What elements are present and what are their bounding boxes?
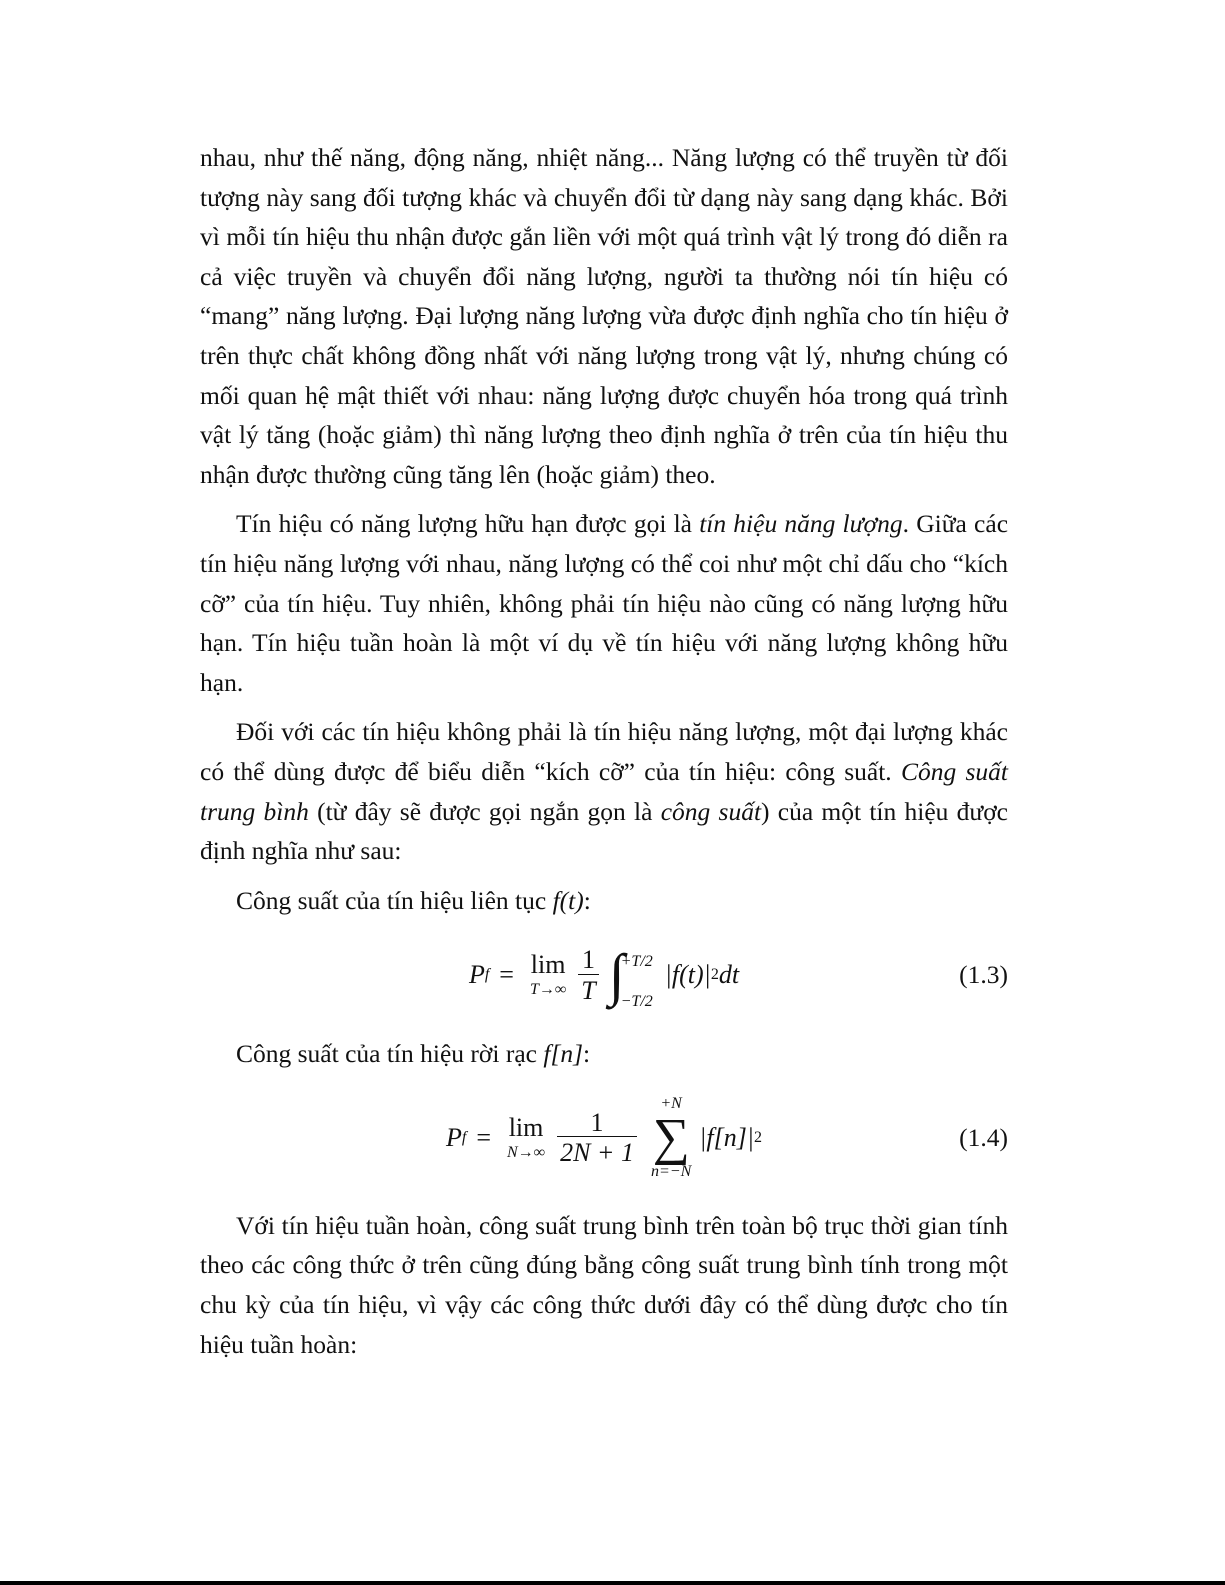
eq13-fraction <box>578 946 598 1004</box>
eq14-summand: |f[n]| 2 <box>699 1118 762 1158</box>
equation-1-4 <box>200 1074 1008 1202</box>
equation-1-3-formula <box>200 920 1008 1030</box>
eq14-lim-sub: N→∞ <box>507 1143 546 1161</box>
sum-symbol: ∑ <box>652 1108 690 1166</box>
text-segment: : <box>583 1039 591 1069</box>
eq14-abs-fn: |f[n]| <box>699 1123 754 1153</box>
bottom-edge-rule <box>0 1581 1225 1585</box>
discrete-power-intro <box>200 1034 1008 1074</box>
eq13-abs-ft: |f(t)| <box>664 960 711 990</box>
eq14-p: P <box>445 1123 462 1153</box>
eq13-bounds <box>621 942 653 1008</box>
eq14-numerator: 1 <box>590 1108 604 1138</box>
paragraph-energy-signal <box>200 504 1008 702</box>
term-average-power: Công suất trung bình <box>200 756 1008 826</box>
text-segment: Đối với các tín hiệu không phải là tín hiệu năng lượng, một đại lượng khác có thể dùng được để biểu diễn “kích cỡ” của tín hiệu: công suất. <box>200 717 1008 786</box>
equation-1-4-formula <box>200 1074 1008 1202</box>
eq14-sum-upper: +N <box>660 1094 682 1112</box>
eq14-lhs: P f <box>446 1118 466 1158</box>
eq14-sum <box>651 1096 691 1180</box>
text-segment: . Giữa các tín hiệu năng lượng với nhau, năng lượng có thể coi như một chỉ dấu cho “kích cỡ” của tín hiệu. Tuy nhiên, không phải tín hiệu nào cũng có năng lượng hữu hạn. Tín hiệu tuần hoàn là một ví dụ về tín hiệu với năng lượng không hữu hạn. <box>200 509 1009 697</box>
term-energy-signal: tín hiệu năng lượng <box>699 509 903 539</box>
eq13-lower-bound: −T/2 <box>620 992 653 1010</box>
text-segment: Công suất của tín hiệu rời rạc <box>236 1039 544 1069</box>
equation-number-1-4: (1.4) <box>959 1123 1008 1153</box>
text-segment: ) của một tín hiệu được định nghĩa như sau: <box>200 796 1009 866</box>
eq13-dt: dt <box>718 960 740 990</box>
eq13-lim-text: lim <box>530 950 566 980</box>
math-ft: f(t) <box>552 885 584 915</box>
eq13-lhs: P f <box>469 955 489 995</box>
eq13-upper-bound: +T/2 <box>620 953 653 971</box>
document-page <box>200 138 1008 1364</box>
paragraph-periodic-power: Với tín hiệu tuần hoàn, công suất trung bình trên toàn bộ trục thời gian tính theo các công thức ở trên cũng đúng bằng công suất trung bình tính trong một chu kỳ của tín hiệu, vì vậy các công thức dưới đây có thể dùng được cho tín hiệu tuần hoàn: <box>200 1210 1008 1359</box>
text-segment: (từ đây sẽ được gọi ngắn gọn là <box>308 796 661 826</box>
math-fn: f[n] <box>543 1039 584 1069</box>
eq14-limit <box>507 1112 546 1161</box>
continuous-power-intro <box>200 881 1008 921</box>
eq13-limit <box>530 952 566 998</box>
eq13-equals: = <box>499 960 514 990</box>
text-segment: : <box>583 885 591 915</box>
paragraph-power-definition <box>200 712 1008 870</box>
equation-number-1-3: (1.3) <box>959 960 1008 990</box>
eq13-integral <box>609 942 653 1008</box>
eq14-denominator: 2N + 1 <box>557 1136 637 1166</box>
eq14-sum-lower: n=−N <box>650 1162 692 1180</box>
eq13-lim-sub: T→∞ <box>529 981 567 999</box>
text-segment: Tín hiệu có năng lượng hữu hạn được gọi là <box>236 509 700 539</box>
eq13-numerator: 1 <box>582 945 595 975</box>
eq13-integrand: |f(t)| 2 dt <box>665 955 739 995</box>
integral-symbol: ∫ <box>608 942 625 1008</box>
eq13-p: P <box>468 960 485 990</box>
term-power: công suất <box>660 796 762 826</box>
eq14-fraction <box>557 1109 637 1167</box>
eq13-denominator: T <box>578 974 598 1004</box>
eq14-equals: = <box>476 1123 491 1153</box>
equation-1-3 <box>200 920 1008 1030</box>
paragraph-energy-transfer: nhau, như thế năng, động năng, nhiệt năng... Năng lượng có thể truyền từ đối tượng này sang đối tượng khác và chuyển đổi từ dạng này sang dạng khác. Bởi vì mỗi tín hiệu thu nhận được gắn liền với một quá trình vật lý trong đó diễn ra cả việc truyền và chuyển đổi năng lượng, người ta thường nói tín hiệu có “mang” năng lượng. Đại lượng năng lượng vừa được định nghĩa cho tín hiệu ở trên thực chất không đồng nhất với năng lượng trong vật lý, nhưng chúng có mối quan hệ mật thiết với nhau: năng lượng được chuyển hóa trong quá trình vật lý tăng (hoặc giảm) thì năng lượng theo định nghĩa ở trên của tín hiệu thu nhận được thường cũng tăng lên (hoặc giảm) theo. <box>200 143 1008 489</box>
text-segment: Công suất của tín hiệu liên tục <box>236 885 553 915</box>
eq14-lim-text: lim <box>508 1112 544 1142</box>
